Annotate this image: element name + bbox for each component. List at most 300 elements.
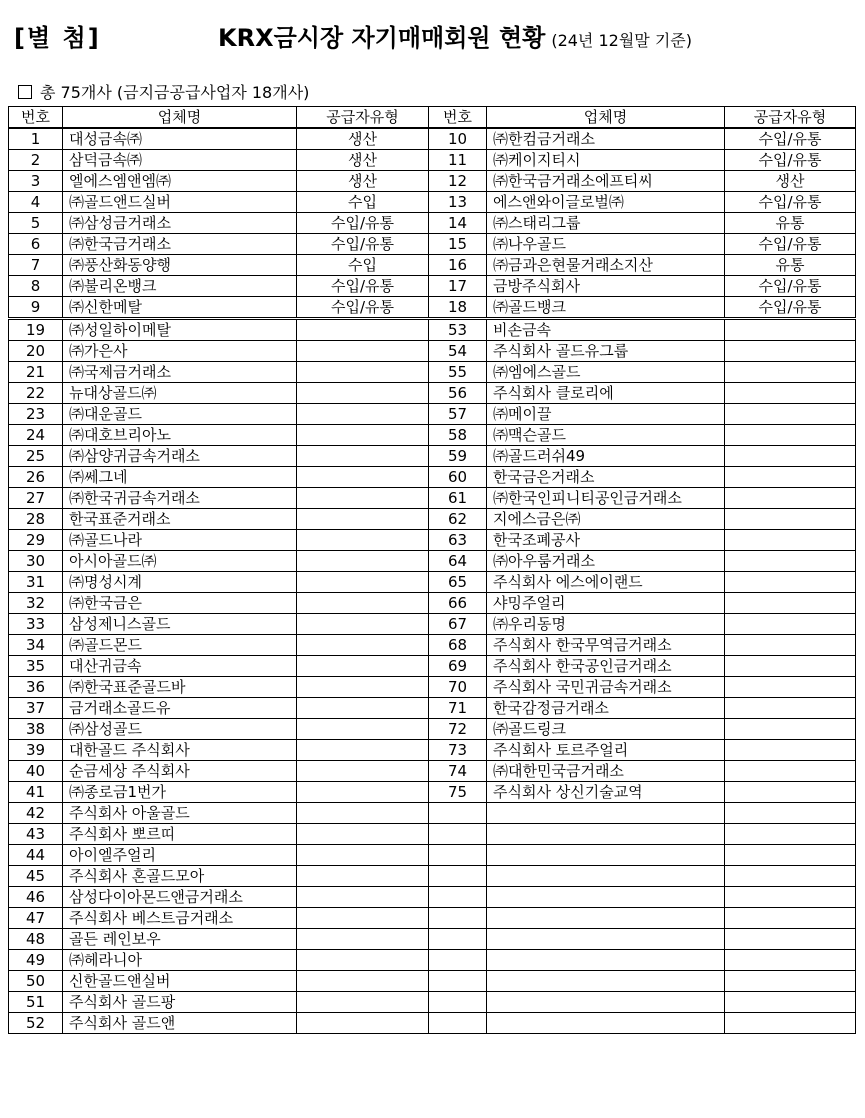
member-number-right: 61 (429, 488, 487, 509)
member-name-left: ㈜명성시계 (63, 572, 297, 593)
table-row (9, 824, 856, 845)
member-number-right: 13 (429, 192, 487, 213)
member-name-right (487, 1013, 725, 1034)
supplier-type-right (725, 467, 856, 488)
member-number-right: 17 (429, 276, 487, 297)
supplier-type-left (297, 866, 429, 887)
member-name-right (487, 866, 725, 887)
member-number-left: 39 (9, 740, 63, 761)
member-name-right: ㈜나우골드 (487, 234, 725, 255)
supplier-type-left: 생산 (297, 171, 429, 192)
supplier-type-left (297, 509, 429, 530)
title-main: KRX금시장 자기매매회원 현황 (218, 24, 546, 52)
member-number-left: 21 (9, 362, 63, 383)
member-name-right: ㈜한국금거래소에프티씨 (487, 171, 725, 192)
member-number-right: 58 (429, 425, 487, 446)
member-number-right (429, 866, 487, 887)
member-name-right (487, 908, 725, 929)
table-row (9, 656, 856, 677)
member-name-left: ㈜쎄그네 (63, 467, 297, 488)
supplier-type-right (725, 761, 856, 782)
header-no-right: 번호 (429, 107, 487, 129)
member-number-left: 40 (9, 761, 63, 782)
member-number-right: 10 (429, 128, 487, 150)
member-name-right: ㈜한컴금거래소 (487, 128, 725, 150)
supplier-type-left (297, 383, 429, 404)
supplier-type-right (725, 425, 856, 446)
member-number-right: 18 (429, 297, 487, 319)
supplier-type-right (725, 572, 856, 593)
member-name-right: ㈜금과은현물거래소지산 (487, 255, 725, 276)
member-table (8, 106, 856, 1034)
member-number-left: 8 (9, 276, 63, 297)
supplier-type-right (725, 530, 856, 551)
member-name-right: 지에스금은㈜ (487, 509, 725, 530)
table-row (9, 276, 856, 297)
table-row (9, 908, 856, 929)
member-name-left: 삼성제니스골드 (63, 614, 297, 635)
member-number-right: 56 (429, 383, 487, 404)
square-bullet-icon (18, 85, 32, 99)
supplier-type-left: 수입/유통 (297, 297, 429, 319)
supplier-type-left: 수입/유통 (297, 234, 429, 255)
member-number-right (429, 908, 487, 929)
member-name-left: ㈜대운골드 (63, 404, 297, 425)
supplier-type-left (297, 929, 429, 950)
table-row (9, 530, 856, 551)
member-name-left: 주식회사 아울골드 (63, 803, 297, 824)
member-name-right: ㈜메이끌 (487, 404, 725, 425)
member-name-left: 신한골드앤실버 (63, 971, 297, 992)
header-no-left: 번호 (9, 107, 63, 129)
table-row (9, 845, 856, 866)
table-row (9, 593, 856, 614)
supplier-type-left (297, 845, 429, 866)
table-row (9, 929, 856, 950)
member-name-right: 에스앤와이글로벌㈜ (487, 192, 725, 213)
member-name-right: ㈜우리동명 (487, 614, 725, 635)
member-name-right (487, 803, 725, 824)
table-header-row (9, 107, 856, 129)
member-name-right (487, 950, 725, 971)
member-number-right: 68 (429, 635, 487, 656)
table-row (9, 171, 856, 192)
member-name-right: ㈜골드뱅크 (487, 297, 725, 319)
member-name-right (487, 929, 725, 950)
supplier-type-right (725, 614, 856, 635)
member-number-right: 12 (429, 171, 487, 192)
member-name-right: 주식회사 한국무역금거래소 (487, 635, 725, 656)
member-name-left: ㈜삼성금거래소 (63, 213, 297, 234)
member-name-left: 한국표준거래소 (63, 509, 297, 530)
member-number-right (429, 803, 487, 824)
table-row (9, 677, 856, 698)
supplier-type-left (297, 761, 429, 782)
supplier-type-left (297, 719, 429, 740)
member-number-left: 49 (9, 950, 63, 971)
member-number-left: 52 (9, 1013, 63, 1034)
table-row (9, 635, 856, 656)
member-name-left: ㈜한국표준골드바 (63, 677, 297, 698)
supplier-type-left (297, 698, 429, 719)
supplier-type-left (297, 992, 429, 1013)
member-number-right: 65 (429, 572, 487, 593)
member-number-left: 2 (9, 150, 63, 171)
member-name-left: ㈜헤라니아 (63, 950, 297, 971)
member-name-right: 한국조폐공사 (487, 530, 725, 551)
member-name-left: 대한골드 주식회사 (63, 740, 297, 761)
member-number-left: 38 (9, 719, 63, 740)
supplier-type-left (297, 425, 429, 446)
member-number-left: 4 (9, 192, 63, 213)
supplier-type-right (725, 593, 856, 614)
member-number-left: 45 (9, 866, 63, 887)
supplier-type-right (725, 908, 856, 929)
member-number-left: 30 (9, 551, 63, 572)
supplier-type-right (725, 635, 856, 656)
supplier-type-left (297, 971, 429, 992)
table-row (9, 509, 856, 530)
table-row (9, 383, 856, 404)
supplier-type-left (297, 404, 429, 425)
table-row (9, 467, 856, 488)
supplier-type-right (725, 404, 856, 425)
member-number-left: 47 (9, 908, 63, 929)
member-name-left: ㈜종로금1번가 (63, 782, 297, 803)
supplier-type-left (297, 824, 429, 845)
member-number-right (429, 824, 487, 845)
member-name-right (487, 845, 725, 866)
member-number-right: 66 (429, 593, 487, 614)
supplier-type-left (297, 803, 429, 824)
supplier-type-right: 수입/유통 (725, 297, 856, 319)
header-type-left: 공급자유형 (297, 107, 429, 129)
table-row (9, 128, 856, 150)
supplier-type-left: 수입 (297, 192, 429, 213)
member-name-left: ㈜한국귀금속거래소 (63, 488, 297, 509)
member-name-left: 삼성다이아몬드앤금거래소 (63, 887, 297, 908)
supplier-type-left (297, 908, 429, 929)
member-number-right: 73 (429, 740, 487, 761)
member-name-right: ㈜케이지티시 (487, 150, 725, 171)
table-row (9, 782, 856, 803)
member-name-left: 주식회사 골드팡 (63, 992, 297, 1013)
table-row (9, 761, 856, 782)
supplier-type-left (297, 593, 429, 614)
member-name-right: ㈜대한민국금거래소 (487, 761, 725, 782)
supplier-type-left (297, 572, 429, 593)
table-row (9, 341, 856, 362)
table-row (9, 719, 856, 740)
member-number-left: 25 (9, 446, 63, 467)
member-number-right: 62 (429, 509, 487, 530)
member-number-left: 6 (9, 234, 63, 255)
supplier-type-right: 수입/유통 (725, 192, 856, 213)
member-number-left: 34 (9, 635, 63, 656)
member-name-left: ㈜한국금거래소 (63, 234, 297, 255)
supplier-type-left (297, 887, 429, 908)
member-name-right: ㈜골드러쉬49 (487, 446, 725, 467)
supplier-type-right (725, 824, 856, 845)
table-row (9, 698, 856, 719)
supplier-type-left (297, 467, 429, 488)
supplier-type-right (725, 992, 856, 1013)
table-row (9, 213, 856, 234)
member-number-left: 50 (9, 971, 63, 992)
member-name-right: ㈜한국인피니티공인금거래소 (487, 488, 725, 509)
supplier-type-right (725, 971, 856, 992)
member-name-right: ㈜아우룸거래소 (487, 551, 725, 572)
document-title (218, 18, 692, 53)
member-number-left: 19 (9, 319, 63, 341)
member-name-right (487, 887, 725, 908)
member-name-right: 주식회사 클로리에 (487, 383, 725, 404)
header-name-left: 업체명 (63, 107, 297, 129)
member-name-left: 대산귀금속 (63, 656, 297, 677)
member-name-left: 주식회사 혼골드모아 (63, 866, 297, 887)
supplier-type-right: 수입/유통 (725, 150, 856, 171)
member-number-left: 43 (9, 824, 63, 845)
supplier-type-right (725, 1013, 856, 1034)
member-number-left: 23 (9, 404, 63, 425)
supplier-type-left: 생산 (297, 150, 429, 171)
member-name-right: 주식회사 골드유그룹 (487, 341, 725, 362)
member-name-left: ㈜대호브리아노 (63, 425, 297, 446)
table-row (9, 971, 856, 992)
member-name-left: ㈜삼양귀금속거래소 (63, 446, 297, 467)
supplier-type-right (725, 866, 856, 887)
member-name-right: 주식회사 에스에이랜드 (487, 572, 725, 593)
attachment-label: [별 첨] (14, 24, 101, 52)
supplier-type-left (297, 341, 429, 362)
supplier-type-left (297, 677, 429, 698)
member-number-left: 5 (9, 213, 63, 234)
supplier-type-right: 수입/유통 (725, 234, 856, 255)
member-number-right (429, 845, 487, 866)
member-name-right (487, 992, 725, 1013)
supplier-type-right (725, 341, 856, 362)
supplier-type-left (297, 362, 429, 383)
member-number-right: 15 (429, 234, 487, 255)
table-row (9, 255, 856, 276)
summary-line (18, 80, 309, 103)
supplier-type-right (725, 950, 856, 971)
member-name-left: ㈜가은사 (63, 341, 297, 362)
table-row (9, 572, 856, 593)
table-row (9, 950, 856, 971)
member-number-left: 48 (9, 929, 63, 950)
member-name-left: ㈜성일하이메탈 (63, 319, 297, 341)
member-name-right: 샤밍주얼리 (487, 593, 725, 614)
supplier-type-right (725, 488, 856, 509)
title-date-note: (24년 12월말 기준) (551, 31, 692, 50)
member-name-right: 주식회사 토르주얼리 (487, 740, 725, 761)
member-name-left: 대성금속㈜ (63, 128, 297, 150)
table-row (9, 488, 856, 509)
supplier-type-right (725, 551, 856, 572)
header-type-right: 공급자유형 (725, 107, 856, 129)
table-row (9, 425, 856, 446)
member-name-left: ㈜국제금거래소 (63, 362, 297, 383)
table-row (9, 1013, 856, 1034)
table-row (9, 740, 856, 761)
member-number-left: 32 (9, 593, 63, 614)
member-name-left: 골든 레인보우 (63, 929, 297, 950)
member-number-left: 37 (9, 698, 63, 719)
supplier-type-left (297, 782, 429, 803)
member-name-left: ㈜골드몬드 (63, 635, 297, 656)
member-number-right: 64 (429, 551, 487, 572)
member-number-left: 27 (9, 488, 63, 509)
member-name-left: 금거래소골드유 (63, 698, 297, 719)
member-number-right (429, 971, 487, 992)
supplier-type-left (297, 488, 429, 509)
member-name-right: ㈜골드링크 (487, 719, 725, 740)
member-name-right: 주식회사 한국공인금거래소 (487, 656, 725, 677)
member-number-left: 1 (9, 128, 63, 150)
table-row (9, 192, 856, 213)
member-number-left: 24 (9, 425, 63, 446)
member-name-left: 아시아골드㈜ (63, 551, 297, 572)
supplier-type-right (725, 319, 856, 341)
supplier-type-right (725, 698, 856, 719)
supplier-type-right (725, 887, 856, 908)
table-row (9, 150, 856, 171)
member-name-right (487, 824, 725, 845)
document-header (14, 18, 854, 54)
member-number-left: 9 (9, 297, 63, 319)
member-number-right: 74 (429, 761, 487, 782)
supplier-type-left (297, 530, 429, 551)
member-number-left: 7 (9, 255, 63, 276)
supplier-type-right: 수입/유통 (725, 276, 856, 297)
supplier-type-left (297, 740, 429, 761)
member-name-right: 주식회사 국민귀금속거래소 (487, 677, 725, 698)
supplier-type-right (725, 929, 856, 950)
member-number-left: 29 (9, 530, 63, 551)
member-number-left: 36 (9, 677, 63, 698)
member-number-right: 55 (429, 362, 487, 383)
table-row (9, 234, 856, 255)
member-number-right (429, 992, 487, 1013)
member-name-right: ㈜스태리그룹 (487, 213, 725, 234)
member-name-right: ㈜엠에스골드 (487, 362, 725, 383)
supplier-type-right: 유통 (725, 255, 856, 276)
member-number-left: 3 (9, 171, 63, 192)
supplier-type-left: 수입/유통 (297, 213, 429, 234)
supplier-type-left: 수입/유통 (297, 276, 429, 297)
member-name-left: 주식회사 골드앤 (63, 1013, 297, 1034)
table-row (9, 551, 856, 572)
member-number-right (429, 1013, 487, 1034)
member-number-right (429, 950, 487, 971)
member-name-left: ㈜한국금은 (63, 593, 297, 614)
member-number-right: 63 (429, 530, 487, 551)
member-number-right: 69 (429, 656, 487, 677)
supplier-type-right (725, 509, 856, 530)
supplier-type-right (725, 383, 856, 404)
member-number-left: 44 (9, 845, 63, 866)
supplier-type-left: 생산 (297, 128, 429, 150)
member-number-right: 54 (429, 341, 487, 362)
member-number-left: 33 (9, 614, 63, 635)
member-number-left: 46 (9, 887, 63, 908)
member-number-right: 57 (429, 404, 487, 425)
supplier-type-right (725, 782, 856, 803)
member-number-right: 16 (429, 255, 487, 276)
table-row (9, 803, 856, 824)
member-number-right: 59 (429, 446, 487, 467)
member-number-right: 60 (429, 467, 487, 488)
supplier-type-left (297, 551, 429, 572)
member-number-right: 75 (429, 782, 487, 803)
supplier-type-left (297, 1013, 429, 1034)
member-name-left: ㈜골드앤드실버 (63, 192, 297, 213)
member-number-right: 53 (429, 319, 487, 341)
table-row (9, 446, 856, 467)
member-name-right: 한국금은거래소 (487, 467, 725, 488)
table-row (9, 404, 856, 425)
table-row (9, 887, 856, 908)
supplier-type-right (725, 845, 856, 866)
table-row (9, 866, 856, 887)
member-name-right: 비손금속 (487, 319, 725, 341)
supplier-type-right (725, 656, 856, 677)
supplier-type-right (725, 446, 856, 467)
member-name-left: 순금세상 주식회사 (63, 761, 297, 782)
member-number-left: 51 (9, 992, 63, 1013)
member-number-left: 22 (9, 383, 63, 404)
table-row (9, 614, 856, 635)
member-number-right: 70 (429, 677, 487, 698)
supplier-type-right: 생산 (725, 171, 856, 192)
member-number-left: 28 (9, 509, 63, 530)
supplier-type-left (297, 446, 429, 467)
member-number-right: 67 (429, 614, 487, 635)
member-number-right: 14 (429, 213, 487, 234)
member-name-left: 뉴대상골드㈜ (63, 383, 297, 404)
table-row (9, 992, 856, 1013)
supplier-type-left (297, 950, 429, 971)
member-number-right (429, 929, 487, 950)
supplier-type-right (725, 740, 856, 761)
member-number-left: 20 (9, 341, 63, 362)
supplier-type-left: 수입 (297, 255, 429, 276)
supplier-type-right (725, 677, 856, 698)
member-name-left: ㈜풍산화동양행 (63, 255, 297, 276)
member-number-left: 41 (9, 782, 63, 803)
member-name-left: 주식회사 뽀르띠 (63, 824, 297, 845)
member-name-left: ㈜불리온뱅크 (63, 276, 297, 297)
supplier-type-right (725, 719, 856, 740)
supplier-type-left (297, 319, 429, 341)
summary-text: 총 75개사 (금지금공급사업자 18개사) (40, 83, 310, 102)
member-name-right: ㈜맥슨골드 (487, 425, 725, 446)
table-row (9, 362, 856, 383)
supplier-type-left (297, 635, 429, 656)
member-number-right (429, 887, 487, 908)
header-name-right: 업체명 (487, 107, 725, 129)
supplier-type-left (297, 614, 429, 635)
member-name-left: ㈜골드나라 (63, 530, 297, 551)
member-name-right (487, 971, 725, 992)
member-number-right: 11 (429, 150, 487, 171)
table-body (9, 128, 856, 1034)
member-name-left: ㈜신한메탈 (63, 297, 297, 319)
member-name-right: 한국감정금거래소 (487, 698, 725, 719)
member-number-right: 71 (429, 698, 487, 719)
member-name-left: 아이엘주얼리 (63, 845, 297, 866)
